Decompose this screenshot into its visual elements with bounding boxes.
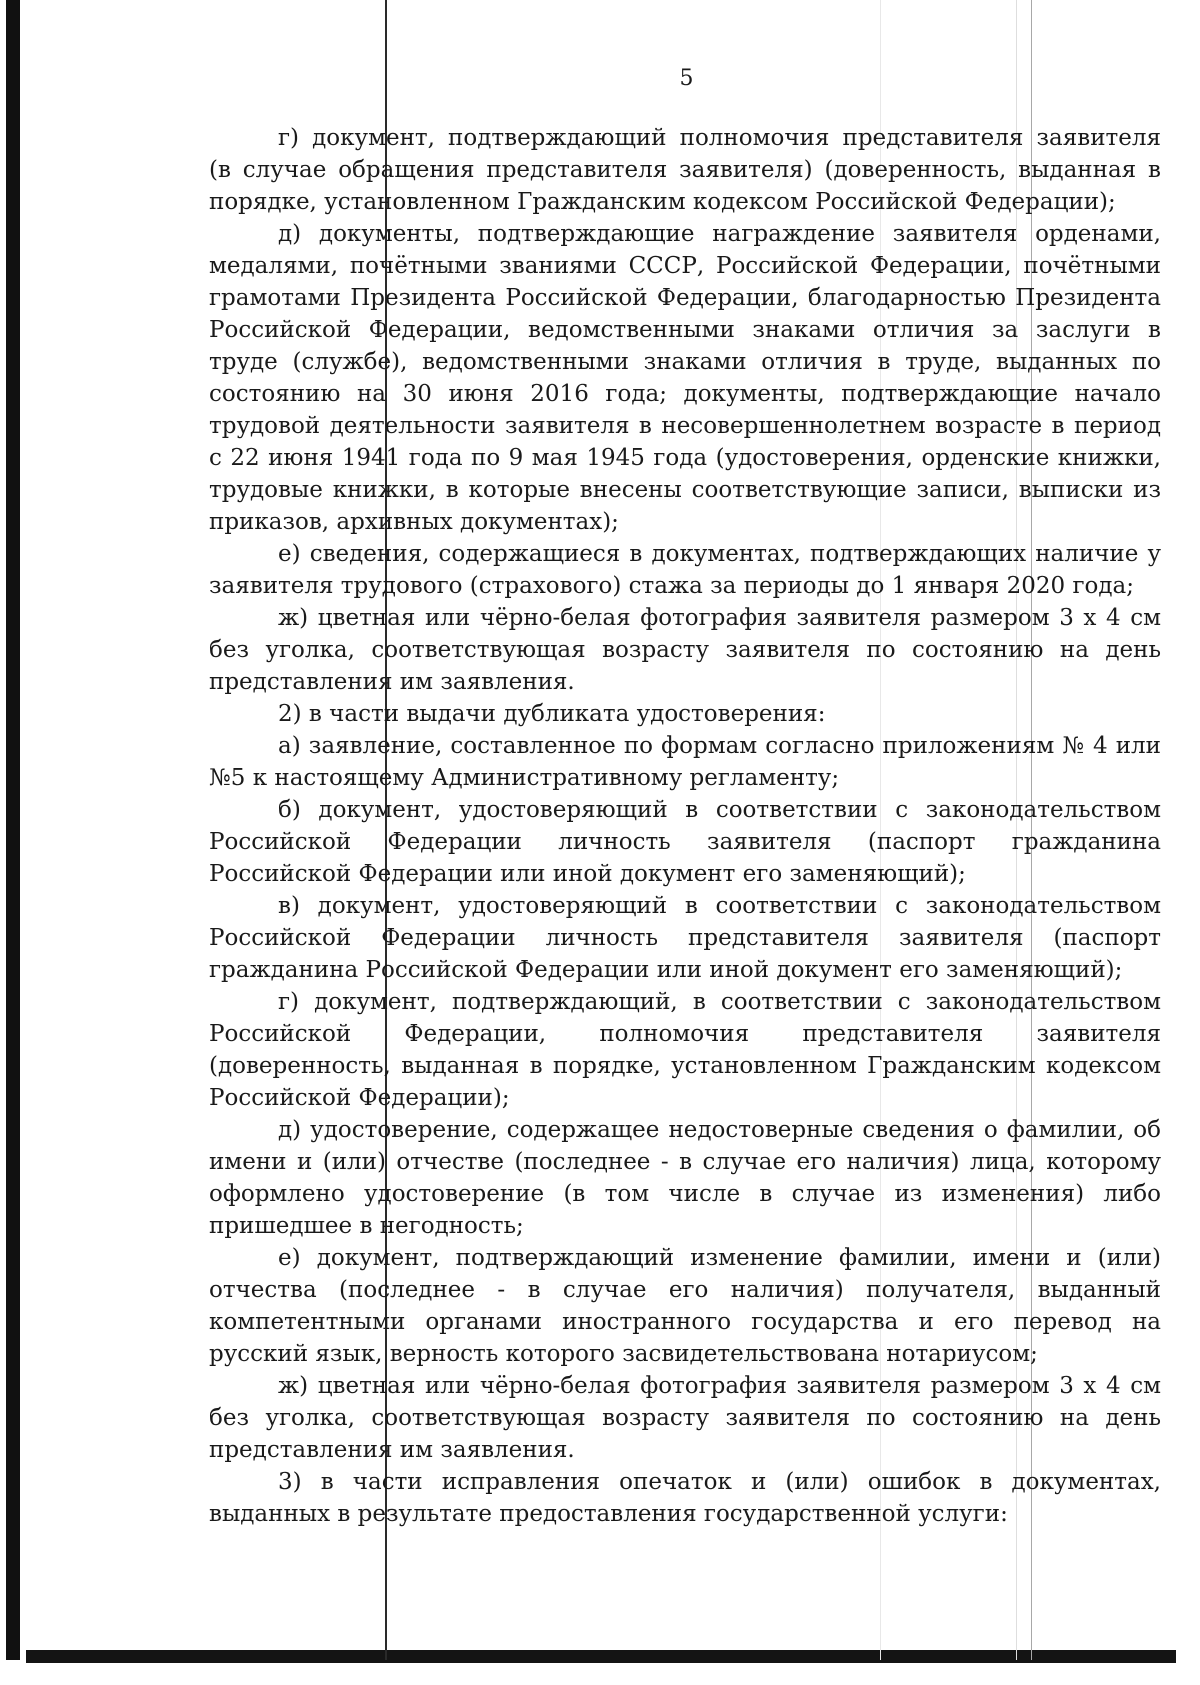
scan-edge-left [6,0,20,1660]
paragraph: а) заявление, составленное по формам согласно приложениям № 4 или №5 к настоящему Административному регламенту; [209,733,1161,791]
paragraph: ж) цветная или чёрно-белая фотография заявителя размером 3 х 4 см без уголка, соответствующая возрасту заявителя по состоянию на день представления им заявления. [209,1373,1161,1463]
paragraph: 2) в части выдачи дубликата удостоверения: [278,701,826,727]
paragraph: е) сведения, содержащиеся в документах, подтверждающих наличие у заявителя трудового (страхового) стажа за периоды до 1 января 2020 года; [209,541,1161,599]
paragraph: д) удостоверение, содержащее недостоверные сведения о фамилии, об имени и (или) отчестве (последнее - в случае его наличия) лица, которому оформлено удостоверение (в том числе в случае из изменения) либо пришедшее в негодность; [209,1117,1161,1239]
paragraph: г) документ, подтверждающий полномочия представителя заявителя (в случае обращения представителя заявителя) (доверенность, выданная в порядке, установленном Гражданским кодексом Российской Федерации); [209,125,1161,215]
scan-edge-bottom [26,1650,1176,1663]
paragraph: е) документ, подтверждающий изменение фамилии, имени и (или) отчества (последнее - в случае его наличия) получателя, выданный компетентными органами иностранного государства и его перевод на русский язык, верность которого засвидетельствована нотариусом; [209,1245,1161,1367]
paragraph: ж) цветная или чёрно-белая фотография заявителя размером 3 х 4 см без уголка, соответствующая возрасту заявителя по состоянию на день представления им заявления. [209,605,1161,695]
paragraph: г) документ, подтверждающий, в соответствии с законодательством Российской Федерации, полномочия представителя заявителя (доверенность, выданная в порядке, установленном Гражданским кодексом Российской Федерации); [209,989,1161,1111]
document-body [209,122,1161,1530]
page-number: 5 [679,66,694,91]
paragraph: д) документы, подтверждающие награждение заявителя орденами, медалями, почётными званиями СССР, Российской Федерации, почётными грамотами Президента Российской Федерации, благодарностью Президента Российской Федерации, ведомственными знаками отличия за заслуги в труде (службе), ведомственными знаками отличия в труде, выданных по состоянию на 30 июня 2016 года; документы, подтверждающие начало трудовой деятельности заявителя в несовершеннолетнем возрасте в период с 22 июня 1941 года по 9 мая 1945 года (удостоверения, орденские книжки, трудовые книжки, в которые внесены соответствующие записи, выписки из приказов, архивных документах); [209,221,1161,535]
paragraph: 3) в части исправления опечаток и (или) ошибок в документах, выданных в результате предоставления государственной услуги: [209,1469,1161,1527]
paragraph: в) документ, удостоверяющий в соответствии с законодательством Российской Федерации личность представителя заявителя (паспорт гражданина Российской Федерации или иной документ его заменяющий); [209,893,1161,983]
paragraph: б) документ, удостоверяющий в соответствии с законодательством Российской Федерации личность заявителя (паспорт гражданина Российской Федерации или иной документ его заменяющий); [209,797,1161,887]
